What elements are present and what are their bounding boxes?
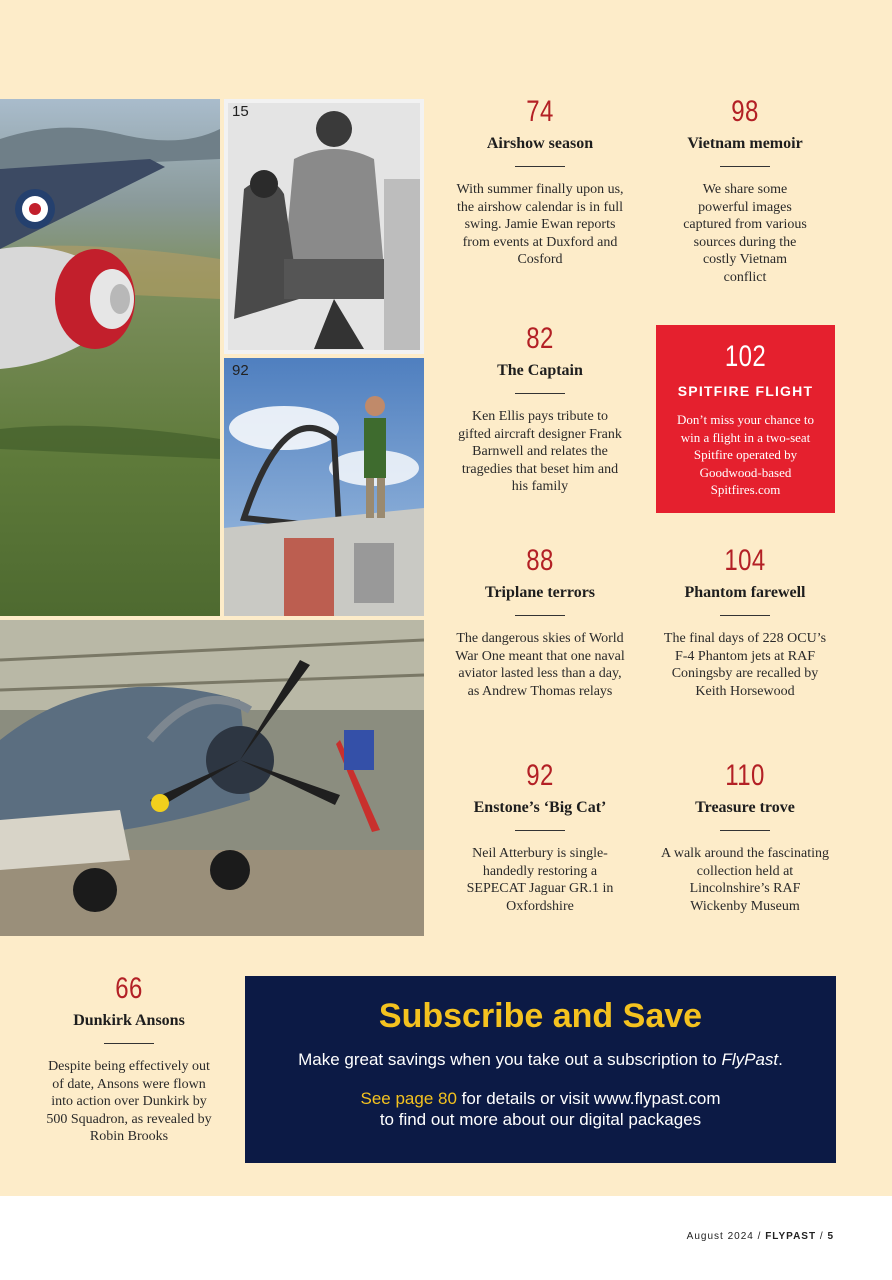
page-reference-link[interactable]: See page 80: [360, 1089, 457, 1108]
magazine-title: FLYPAST: [765, 1231, 817, 1242]
article-the-captain[interactable]: [455, 321, 625, 496]
article-title: Triplane terrors: [484, 584, 596, 601]
article-phantom-farewell[interactable]: [660, 543, 830, 700]
subscribe-heading: Subscribe and Save: [378, 997, 703, 1035]
article-dunkirk-ansons[interactable]: [44, 971, 214, 1146]
article-title: Vietnam memoir: [687, 135, 803, 152]
spitfire-page-number: 102: [724, 340, 767, 373]
page-number: 5: [827, 1231, 834, 1242]
article-title: Dunkirk Ansons: [73, 1012, 185, 1029]
divider: [720, 615, 770, 616]
article-treasure-trove[interactable]: [660, 758, 830, 915]
spitfire-summary: Don’t miss your chance to win a flight in a two-seat Spitfire operated by Goodwood-based Spitfires.com: [677, 412, 814, 497]
divider: [515, 166, 565, 167]
article-page-number: 82: [526, 322, 554, 355]
article-summary: We share some powerful images captured from various sources during the costly Vietnam conflict: [683, 182, 807, 285]
article-title: The Captain: [497, 362, 583, 379]
divider: [720, 166, 770, 167]
subscribe-details: See page 80 for details or visit www.flypast.com to find out more about our digital packages: [360, 1089, 721, 1129]
spitfire-title: SPITFIRE FLIGHT: [677, 383, 814, 399]
article-vietnam-memoir[interactable]: [660, 94, 830, 286]
article-airshow-season[interactable]: [455, 94, 625, 269]
article-title: Phantom farewell: [684, 584, 806, 601]
subscribe-offer-text: Make great savings when you take out a subscription to FlyPast.: [298, 1050, 783, 1069]
article-page-number: 104: [724, 544, 766, 577]
jaguar-cockpit-photo: [224, 358, 424, 616]
article-summary: The dangerous skies of World War One meant that one naval aviator lasted less than a day, as Andrew Thomas relays: [455, 631, 625, 699]
page-footer: August 2024 / FLYPAST / 5: [686, 1231, 834, 1242]
article-summary: A walk around the fascinating collection held at Lincolnshire’s RAF Wickenby Museum: [661, 846, 829, 914]
article-page-number: 110: [725, 759, 765, 792]
hellcat-hangar-photo: [0, 620, 424, 936]
divider: [104, 1043, 154, 1044]
article-summary: The final days of 228 OCU’s F-4 Phantom jets at RAF Coningsby are recalled by Keith Horsewood: [663, 631, 827, 699]
article-summary: Despite being effectively out of date, Ansons were flown into action over Dunkirk by 500 Squadron, as revealed by Robin Brooks: [46, 1059, 212, 1144]
gannet-aircraft-photo: [0, 99, 220, 616]
article-page-number: 66: [115, 972, 143, 1005]
divider: [515, 830, 565, 831]
article-page-number: 92: [526, 759, 554, 792]
article-title: Enstone’s ‘Big Cat’: [473, 799, 607, 816]
photo-page-ref-92: 92: [232, 362, 249, 379]
magazine-name: FlyPast: [721, 1050, 779, 1069]
pilot-archive-photo: [224, 99, 424, 354]
divider: [515, 615, 565, 616]
spitfire-flight-competition-box[interactable]: [656, 325, 835, 513]
article-title: Treasure trove: [695, 799, 795, 816]
article-page-number: 98: [731, 95, 759, 128]
article-page-number: 74: [526, 95, 554, 128]
article-page-number: 88: [526, 544, 554, 577]
divider: [720, 830, 770, 831]
article-title: Airshow season: [486, 135, 594, 152]
article-summary: Neil Atterbury is single-handedly restoring a SEPECAT Jaguar GR.1 in Oxfordshire: [466, 846, 614, 914]
article-summary: With summer finally upon us, the airshow calendar is in full swing. Jamie Ewan reports from events at Duxford and Cosford: [456, 182, 624, 267]
article-summary: Ken Ellis pays tribute to gifted aircraft designer Frank Barnwell and relates the tragedies that beset him and his family: [458, 409, 622, 494]
subscribe-panel[interactable]: [245, 976, 836, 1163]
article-triplane-terrors[interactable]: [455, 543, 625, 700]
issue-date: August 2024: [686, 1231, 754, 1242]
divider: [515, 393, 565, 394]
photo-page-ref-15: 15: [232, 103, 249, 120]
article-enstone-big-cat[interactable]: [455, 758, 625, 915]
